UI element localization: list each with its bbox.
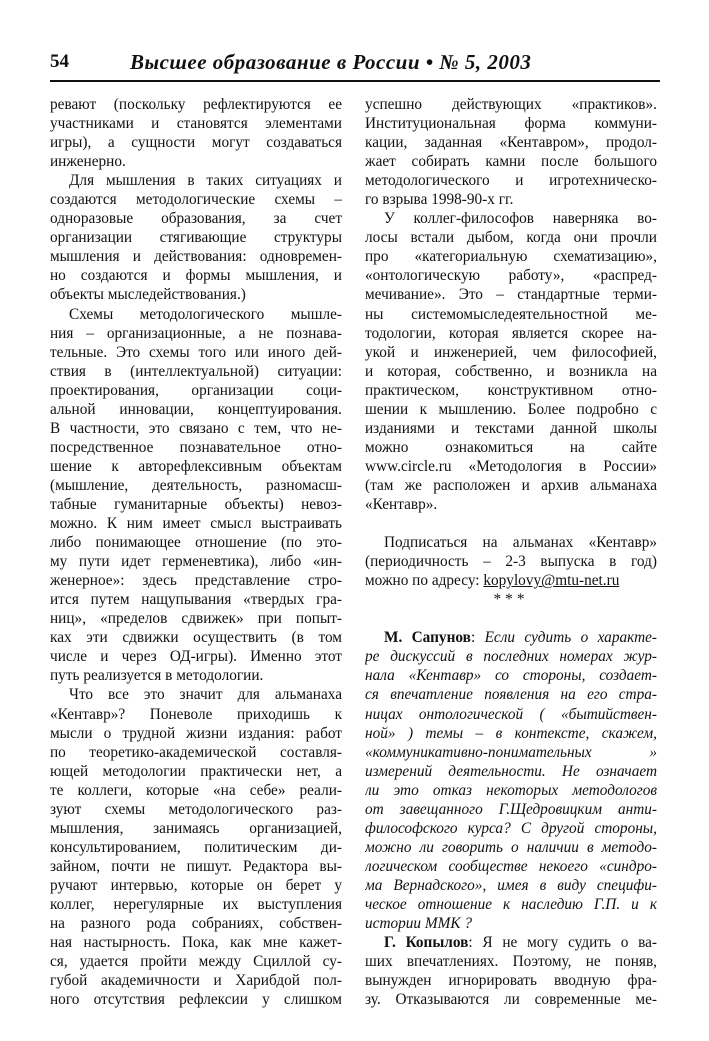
text-line: изданиями и текстами данной школы: [365, 419, 657, 437]
subscription-note: [365, 533, 657, 590]
page-number: 54: [50, 51, 69, 72]
speech-text: истории ММК ?: [365, 915, 473, 933]
text-line: шении к мышлению. Более подробно с: [365, 400, 657, 418]
text-line: мысли о трудной жизни издания: работ: [50, 724, 342, 742]
speech-text: ницах онтологической ( «бытийствен-: [365, 705, 657, 723]
text-line: го взрыва 1998-90-х гг.: [365, 191, 514, 209]
speaker-name: Г. Копылов: [384, 934, 469, 952]
text-line: объекты мыследействования.): [50, 286, 246, 304]
text-line: создаются методологические схемы –: [50, 191, 342, 209]
text-line: табные гуманитарные объекты) невоз-: [50, 495, 342, 513]
text-line: [365, 647, 657, 666]
text-line: ния – организационные, а не познава-: [50, 324, 342, 342]
speech-text: зу. Отказываются ли современные ме-: [365, 991, 657, 1009]
text-line: игры), а сущности могут создаваться: [50, 134, 342, 152]
text-line: [365, 819, 657, 838]
text-line: женерное»: здесь представление стро-: [50, 572, 342, 590]
text-line: альной инновации, концептуирования.: [50, 400, 342, 418]
text-line: «онтологическую работу», «распред-: [365, 267, 657, 285]
text-line: В частности, это связано с тем, что не-: [50, 419, 342, 437]
text-line: можно ознакомиться на сайте: [365, 438, 657, 456]
text-line: [365, 914, 657, 933]
text-line: ющей методологии практически нет, а: [50, 762, 342, 780]
text-line: организации стягивающие структуры: [50, 229, 342, 247]
text-line: жает собирать камни после большого: [365, 153, 657, 171]
text-line: ках эти сдвижки осуществить (в том: [50, 629, 342, 647]
text-line: [365, 685, 657, 704]
text-line: [365, 724, 657, 743]
speech-text: философского курса? С другой стороны,: [365, 819, 657, 837]
speech-text: ре дискуссий в последних номерах жур-: [365, 648, 657, 666]
text-line: Для мышления в таких ситуациях и: [69, 172, 342, 190]
text-line: «Кентавр».: [365, 495, 438, 513]
text-line: [365, 952, 657, 971]
text-line: [365, 895, 657, 914]
speaker-colon: :: [470, 629, 485, 647]
speech-text: ной» ) темы – в контексте, скажем,: [365, 724, 657, 742]
text-line: ся, удается пройти между Сциллой су-: [50, 953, 342, 971]
speech-text: ся впечатление появления на его стра-: [365, 686, 657, 704]
speech-text: измерений деятельности. Не означает: [365, 762, 657, 780]
text-line: ручают интервью, которые он берет у: [50, 876, 342, 894]
text-line: Схемы методологического мышле-: [69, 305, 342, 323]
text-line: и которая, собственно, и возникла на: [365, 362, 657, 380]
text-line: Институциональная форма коммуни-: [365, 115, 657, 133]
text-line: [365, 857, 657, 876]
text-line: [365, 743, 657, 762]
text-line: му пути идет герменевтика), либо «ин-: [50, 553, 342, 571]
text-line: [365, 666, 657, 685]
text-line: тодологии, которая является скорее на-: [365, 324, 657, 342]
text-line: методологического и игротехническо-: [365, 172, 657, 190]
subscription-prefix: можно по адресу:: [365, 572, 484, 590]
text-line: коллег, нерегулярные их выступления: [50, 895, 342, 913]
speech-text: ли это отказ некоторых методологов: [365, 781, 657, 799]
text-line: мышления и действования: одновремен-: [50, 248, 342, 266]
speech-text: вынужден игнорировать вводную фра-: [365, 972, 657, 990]
text-line: ны системомыследеятельностной ме-: [365, 305, 657, 323]
text-line: но создаются и формы мышления, и: [50, 267, 342, 285]
text-line: [365, 762, 657, 781]
speech-text: Если судить о характе-: [484, 629, 657, 647]
page-header: [50, 50, 660, 82]
text-line: зуют схемы методологического раз-: [50, 800, 342, 818]
text-line: числе и через ОД-игры). Именно этот: [50, 648, 342, 666]
section-separator: ***: [493, 591, 529, 609]
text-line: ниц», «пределов сдвижек» при попыт-: [50, 610, 342, 628]
text-line: лосы встали дыбом, когда они прочли: [365, 229, 657, 247]
subscription-line: Подписаться на альманах «Кентавр»: [384, 534, 657, 552]
text-line: ного отсутствия рефлексии у слишком: [50, 991, 342, 1009]
text-line: мечивание». Это – стандартные терми-: [365, 286, 657, 304]
text-line: проектирования, организации соци-: [50, 381, 342, 399]
text-line: практическом, конструктивном отно-: [365, 381, 657, 399]
speaker-colon: :: [468, 934, 483, 952]
spacer: [365, 609, 657, 628]
speech-text: ческое отношение к наследию Г.П. и к: [365, 895, 657, 913]
text-line: можно. К ним имеет смысл выстраивать: [50, 515, 342, 533]
speech-text: ма Вернадского», имея в виду специфи-: [365, 876, 657, 894]
speech-text: логическом сообществе некоего «синдро-: [365, 857, 657, 875]
text-line: [365, 800, 657, 819]
text-line: ревают (поскольку рефлектируются ее: [50, 96, 342, 113]
paragraph-practitioners: [365, 95, 657, 209]
text-line: путь реализуется в методологии.: [50, 667, 264, 685]
speech-text: от завещанного Г.Щедровицким анти-: [365, 800, 657, 818]
speech-text: «коммуникативно-понимательных »: [365, 743, 657, 761]
right-column: [365, 95, 657, 1009]
speech-text: нала «Кентавр» со стороны, создает-: [365, 667, 657, 685]
speech-text: Я не могу судить о ва-: [482, 934, 657, 952]
text-line: тельные. Это схемы того или иного дей-: [50, 343, 342, 361]
paragraph-philosophers: [365, 209, 657, 514]
subscription-line: (периодичность – 2-3 выпуска в год): [365, 553, 657, 571]
text-line: шение к авторефлексивным объектам: [50, 457, 342, 475]
text-line: по теоретико-академической составля-: [50, 743, 342, 761]
subscription-email-link[interactable]: kopylovy@mtu-net.ru: [483, 572, 620, 590]
text-line: [365, 990, 657, 1009]
spacer: [365, 514, 657, 533]
speech-text: можно ли говорить о наличии в методо-: [365, 838, 657, 856]
interview-answer: [365, 933, 657, 1009]
text-line: про «категориальную схематизацию»,: [365, 248, 657, 266]
text-line: [365, 876, 657, 895]
text-line: www.circle.ru «Методология в России»: [365, 457, 657, 475]
text-line: на разного рода собраниях, собствен-: [50, 915, 342, 933]
text-line: [365, 705, 657, 724]
text-line: [365, 628, 657, 647]
text-line: кации, заданная «Кентавром», продол-: [365, 134, 657, 152]
text-line: губой академичности и Харибдой пол-: [50, 972, 342, 990]
left-column: [50, 95, 342, 1009]
text-line: [365, 838, 657, 857]
text-line: либо понимающее отношение (по это-: [50, 534, 342, 552]
text-line: мышления, занимаясь организацией,: [50, 819, 342, 837]
text-line: [365, 781, 657, 800]
text-line: зайном, почти не пишут. Редактора вы-: [50, 857, 342, 875]
text-line: те коллеги, которые «на себе» реали-: [50, 781, 342, 799]
text-line: успешно действующих «практиков».: [365, 96, 657, 113]
speech-text: ших впечатлениях. Поэтому, не поняв,: [365, 953, 657, 971]
header-rule: [50, 80, 660, 82]
text-line: укой и инженерией, чем философией,: [365, 343, 657, 361]
subscription-line: [365, 571, 657, 590]
text-line: участниками и становятся элементами: [50, 115, 342, 133]
text-line: ится путем нащупывания «твердых гра-: [50, 591, 342, 609]
text-line: посредственное познавательное отно-: [50, 438, 342, 456]
speaker-name: М. Сапунов: [384, 629, 471, 647]
text-line: (там же расположен и архив альманаха: [365, 476, 657, 494]
text-line: У коллег-философов наверняка во-: [384, 210, 657, 228]
text-line: [365, 933, 657, 952]
text-line: ствия в (интеллектуальной) ситуации:: [50, 362, 342, 380]
text-line: инженерно.: [50, 153, 126, 171]
interview-question: [365, 628, 657, 933]
text-line: одноразовые образования, за счет: [50, 210, 342, 228]
text-line: (мышление, деятельность, разномасш-: [50, 476, 342, 494]
text-line: Что все это значит для альманаха: [69, 686, 342, 704]
text-line: «Кентавр»? Поневоле приходишь к: [50, 705, 342, 723]
running-title: Высшее образование в России • № 5, 2003: [130, 50, 532, 74]
text-line: ная настырность. Пока, как мне кажет-: [50, 934, 342, 952]
text-line: консультированием, политическим ди-: [50, 838, 342, 856]
text-line: [365, 971, 657, 990]
